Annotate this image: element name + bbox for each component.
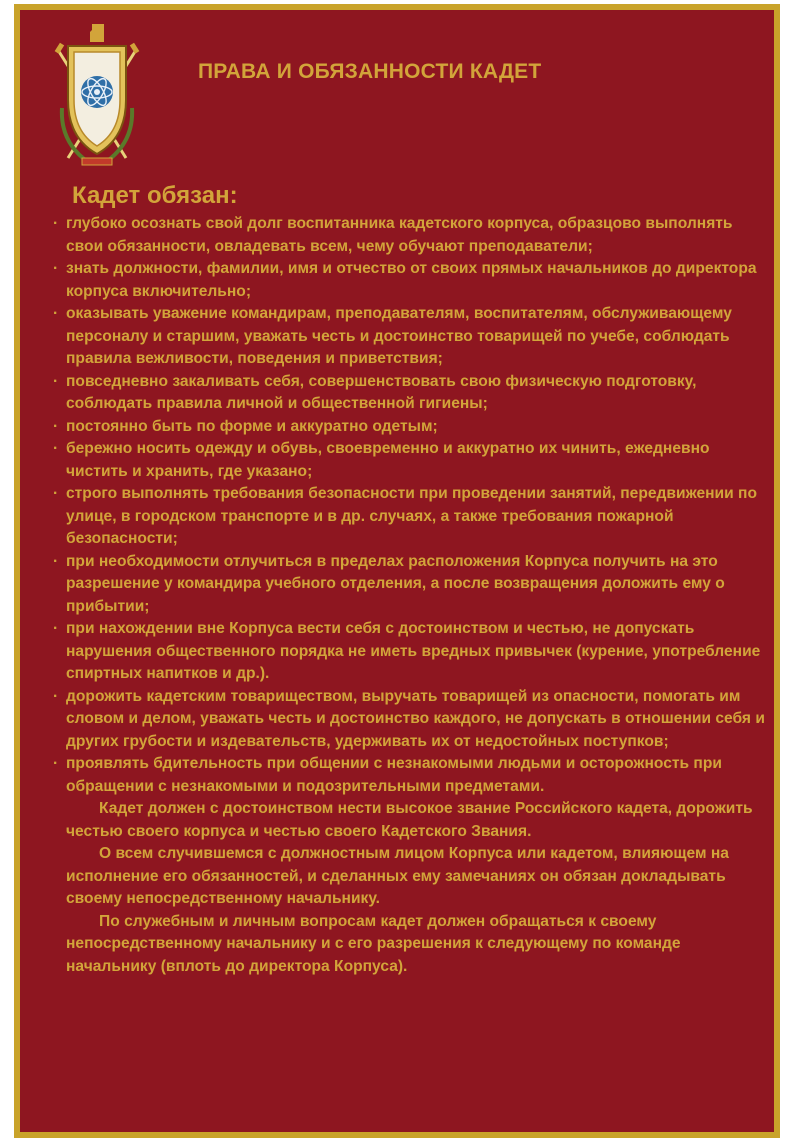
list-item (47, 258, 772, 303)
list-item (47, 618, 772, 686)
duty-text: знать должности, фамилии, имя и отчество от своих прямых начальников до директора корпуса включительно; (66, 260, 757, 300)
duty-text: при нахождении вне Корпуса вести себя с достоинством и честью, не допускать нарушения общественного порядка не иметь вредных привычек (курение, употребление спиртных напитков и др.). (66, 620, 761, 682)
bullet-icon: · (53, 687, 59, 705)
bullet-icon: · (53, 620, 59, 637)
list-item (47, 303, 772, 371)
duty-text: постоянно быть по форме и аккуратно одетым; (66, 417, 438, 435)
list-item (47, 753, 772, 798)
list-item (47, 213, 772, 258)
notice-board-panel (20, 10, 774, 1132)
list-item (47, 438, 772, 483)
section-heading-duties: Кадет обязан: (72, 182, 238, 209)
duty-text: бережно носить одежду и обувь, своевременно и аккуратно их чинить, ежедневно чистить и хранить, где указано; (66, 440, 710, 480)
duty-text: при необходимости отлучиться в пределах расположения Корпуса получить на это разрешение у командира учебного отделения, а после возвращения доложить ему о прибытии; (66, 552, 725, 615)
closing-paragraphs (47, 798, 772, 978)
page-title: ПРАВА И ОБЯЗАННОСТИ КАДЕТ (198, 60, 542, 83)
paragraph: О всем случившемся с должностным лицом Корпуса или кадетом, влияющем на исполнение его обязанностей, и сделанных ему замечаниях он обязан докладывать своему непосредственному начальнику. (66, 845, 729, 907)
bullet-icon: · (53, 372, 59, 390)
duty-text: глубоко осознать свой долг воспитанника кадетского корпуса, образцово выполнять свои обязанности, овладевать всем, чему обучают преподаватели; (66, 215, 733, 255)
duty-text: проявлять бдительность при общении с незнакомыми людьми и осторожность при обращении с незнакомыми и подозрительными предметами. (66, 755, 722, 795)
bullet-icon: · (53, 260, 59, 277)
bullet-icon: · (53, 440, 59, 457)
duty-text: оказывать уважение командирам, преподавателям, воспитателям, обслуживающему персоналу и старшим, уважать честь и достоинство товарищей по учебе, соблюдать правила вежливости, поведения и приветствия; (66, 305, 732, 367)
bullet-icon: · (53, 552, 59, 570)
cadet-corps-emblem-icon (52, 20, 142, 170)
list-item (47, 371, 772, 416)
list-item (47, 551, 772, 619)
duties-list (47, 213, 772, 978)
paragraph: Кадет должен с достоинством нести высокое звание Российского кадета, дорожить честью своего корпуса и честью своего Кадетского Звания. (66, 800, 753, 840)
list-item (47, 686, 772, 754)
bullet-icon: · (53, 417, 59, 435)
paragraph: По служебным и личным вопросам кадет должен обращаться к своему непосредственному начальнику и с его разрешения к следующему по команде начальнику (вплоть до директора Корпуса). (66, 912, 681, 975)
bullet-icon: · (53, 485, 59, 502)
bullet-icon: · (53, 755, 59, 772)
duty-text: повседневно закаливать себя, совершенствовать свою физическую подготовку, соблюдать правила личной и общественной гигиены; (66, 372, 697, 412)
bullet-icon: · (53, 215, 59, 232)
bullet-icon: · (53, 305, 59, 322)
list-item (47, 416, 772, 439)
notice-board-frame (14, 4, 780, 1138)
duty-text: дорожить кадетским товариществом, выручать товарищей из опасности, помогать им словом и делом, уважать честь и достоинство каждого, не допускать в отношении себя и других грубости и издевательств, удерживать их от недостойных поступков; (66, 687, 765, 750)
list-item (47, 483, 772, 551)
duty-text: строго выполнять требования безопасности при проведении занятий, передвижении по улице, в городском транспорте и в др. случаях, а также требования пожарной безопасности; (66, 485, 757, 547)
